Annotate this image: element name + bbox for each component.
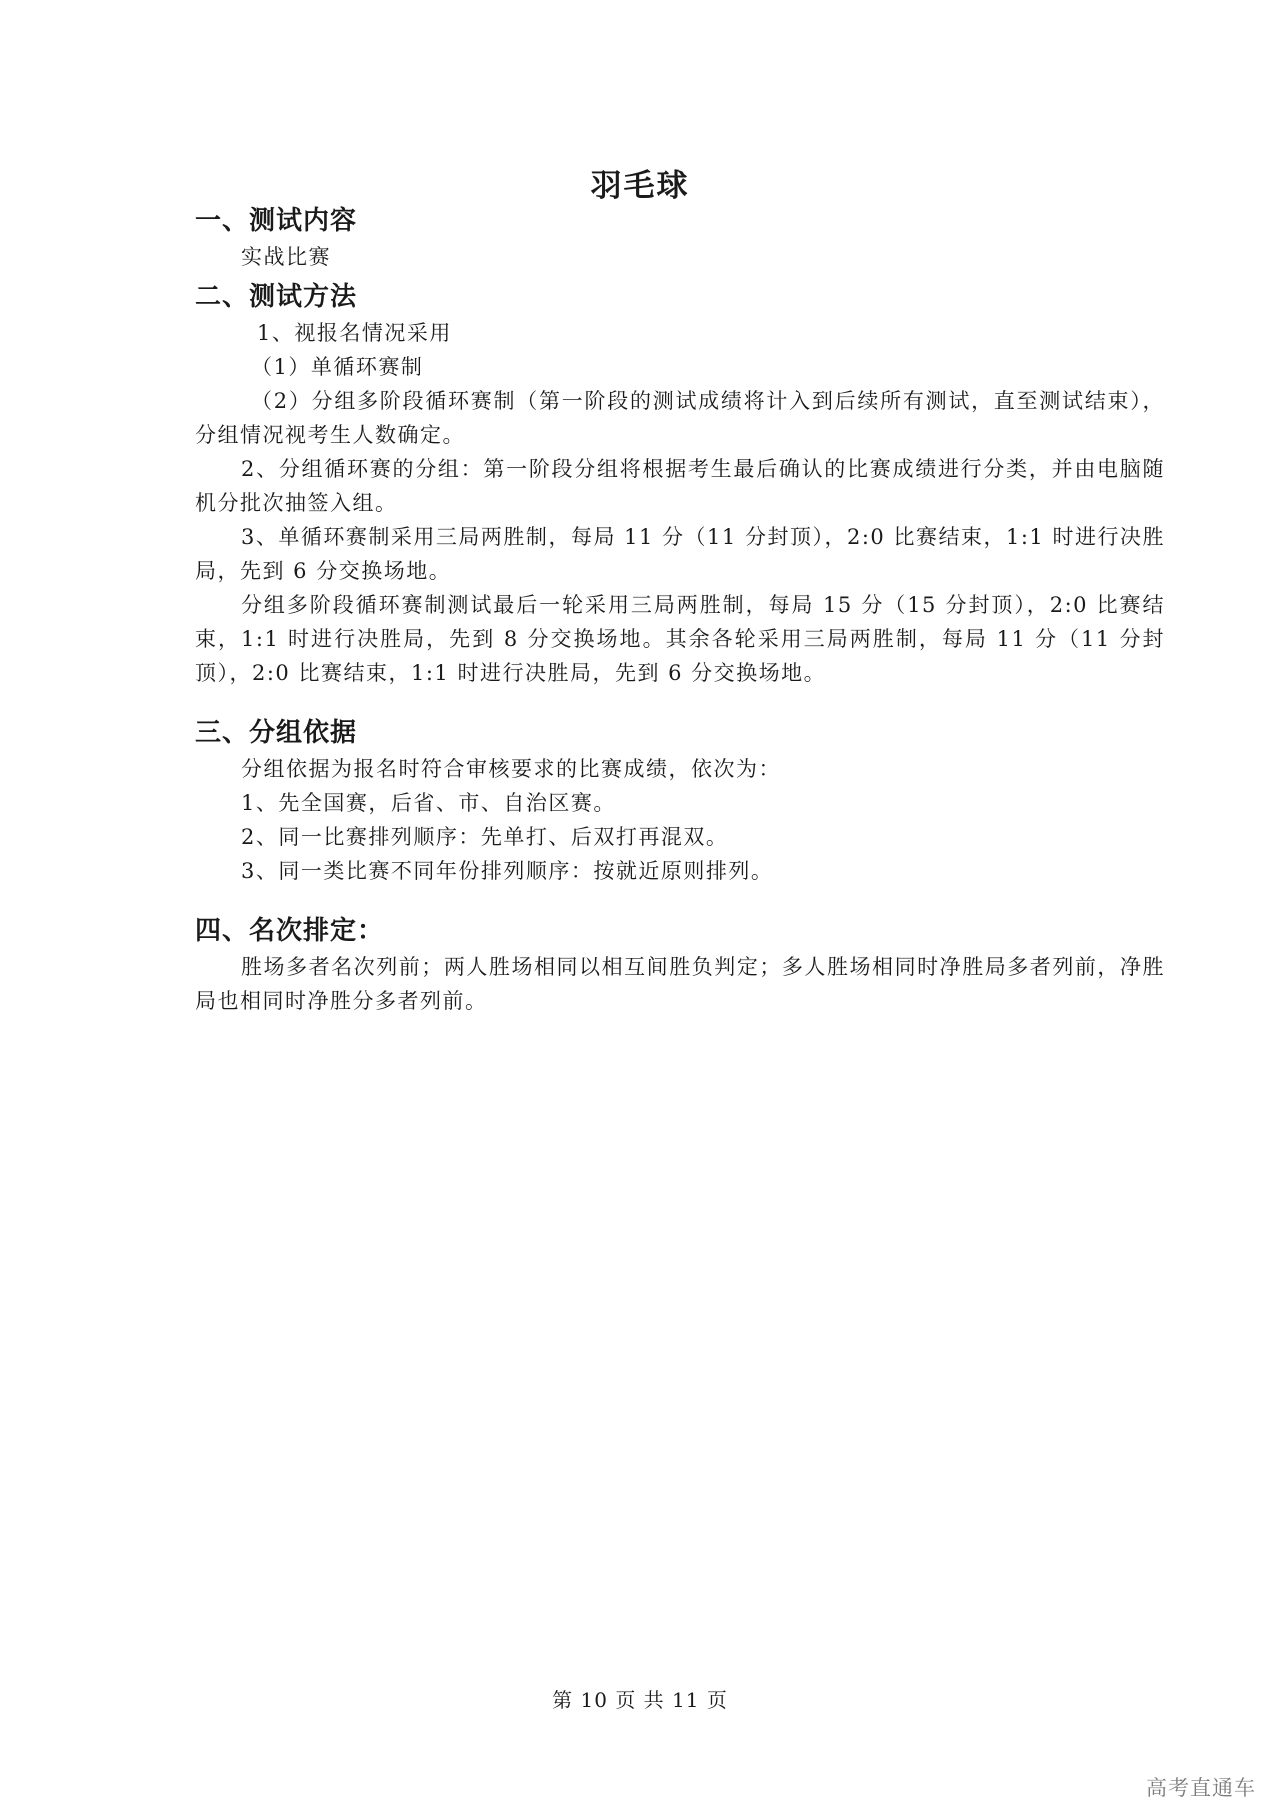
paragraph: （2）分组多阶段循环赛制（第一阶段的测试成绩将计入到后续所有测试，直至测试结束），分组情况视考生人数确定。 [195,389,1165,447]
paragraph: 2、同一比赛排列顺序：先单打、后双打再混双。 [241,825,729,849]
document-body [195,202,1165,1018]
section-heading-test-method: 二、测试方法 [195,282,358,312]
paragraph: （1）单循环赛制 [251,355,424,379]
paragraph: 2、分组循环赛的分组：第一阶段分组将根据考生最后确认的比赛成绩进行分类，并由电脑随机分批次抽签入组。 [195,457,1165,515]
section-heading-grouping-basis: 三、分组依据 [195,718,358,748]
paragraph: 胜场多者名次列前；两人胜场相同以相互间胜负判定；多人胜场相同时净胜局多者列前，净胜局也相同时净胜分多者列前。 [195,955,1165,1013]
paragraph: 1、视报名情况采用 [257,321,452,345]
section-heading-test-content: 一、测试内容 [195,206,358,236]
paragraph: 实战比赛 [241,245,331,269]
section-heading-ranking: 四、名次排定： [195,916,385,946]
page-number: 第 10 页 共 11 页 [552,1688,728,1712]
paragraph: 1、先全国赛，后省、市、自治区赛。 [241,791,616,815]
watermark: 高考直通车 [1146,1776,1256,1800]
paragraph: 分组多阶段循环赛制测试最后一轮采用三局两胜制，每局 15 分（15 分封顶），2:0 比赛结束，1:1 时进行决胜局，先到 8 分交换场地。其余各轮采用三局两胜制，每局 11 分（11 分封顶），2:0 比赛结束，1:1 时进行决胜局，先到 6 分交换场地。 [195,593,1165,685]
paragraph: 分组依据为报名时符合审核要求的比赛成绩，依次为： [241,757,781,781]
paragraph: 3、单循环赛制采用三局两胜制，每局 11 分（11 分封顶），2:0 比赛结束，1:1 时进行决胜局，先到 6 分交换场地。 [195,525,1165,583]
document-title: 羽毛球 [590,168,690,204]
paragraph: 3、同一类比赛不同年份排列顺序：按就近原则排列。 [241,859,774,883]
